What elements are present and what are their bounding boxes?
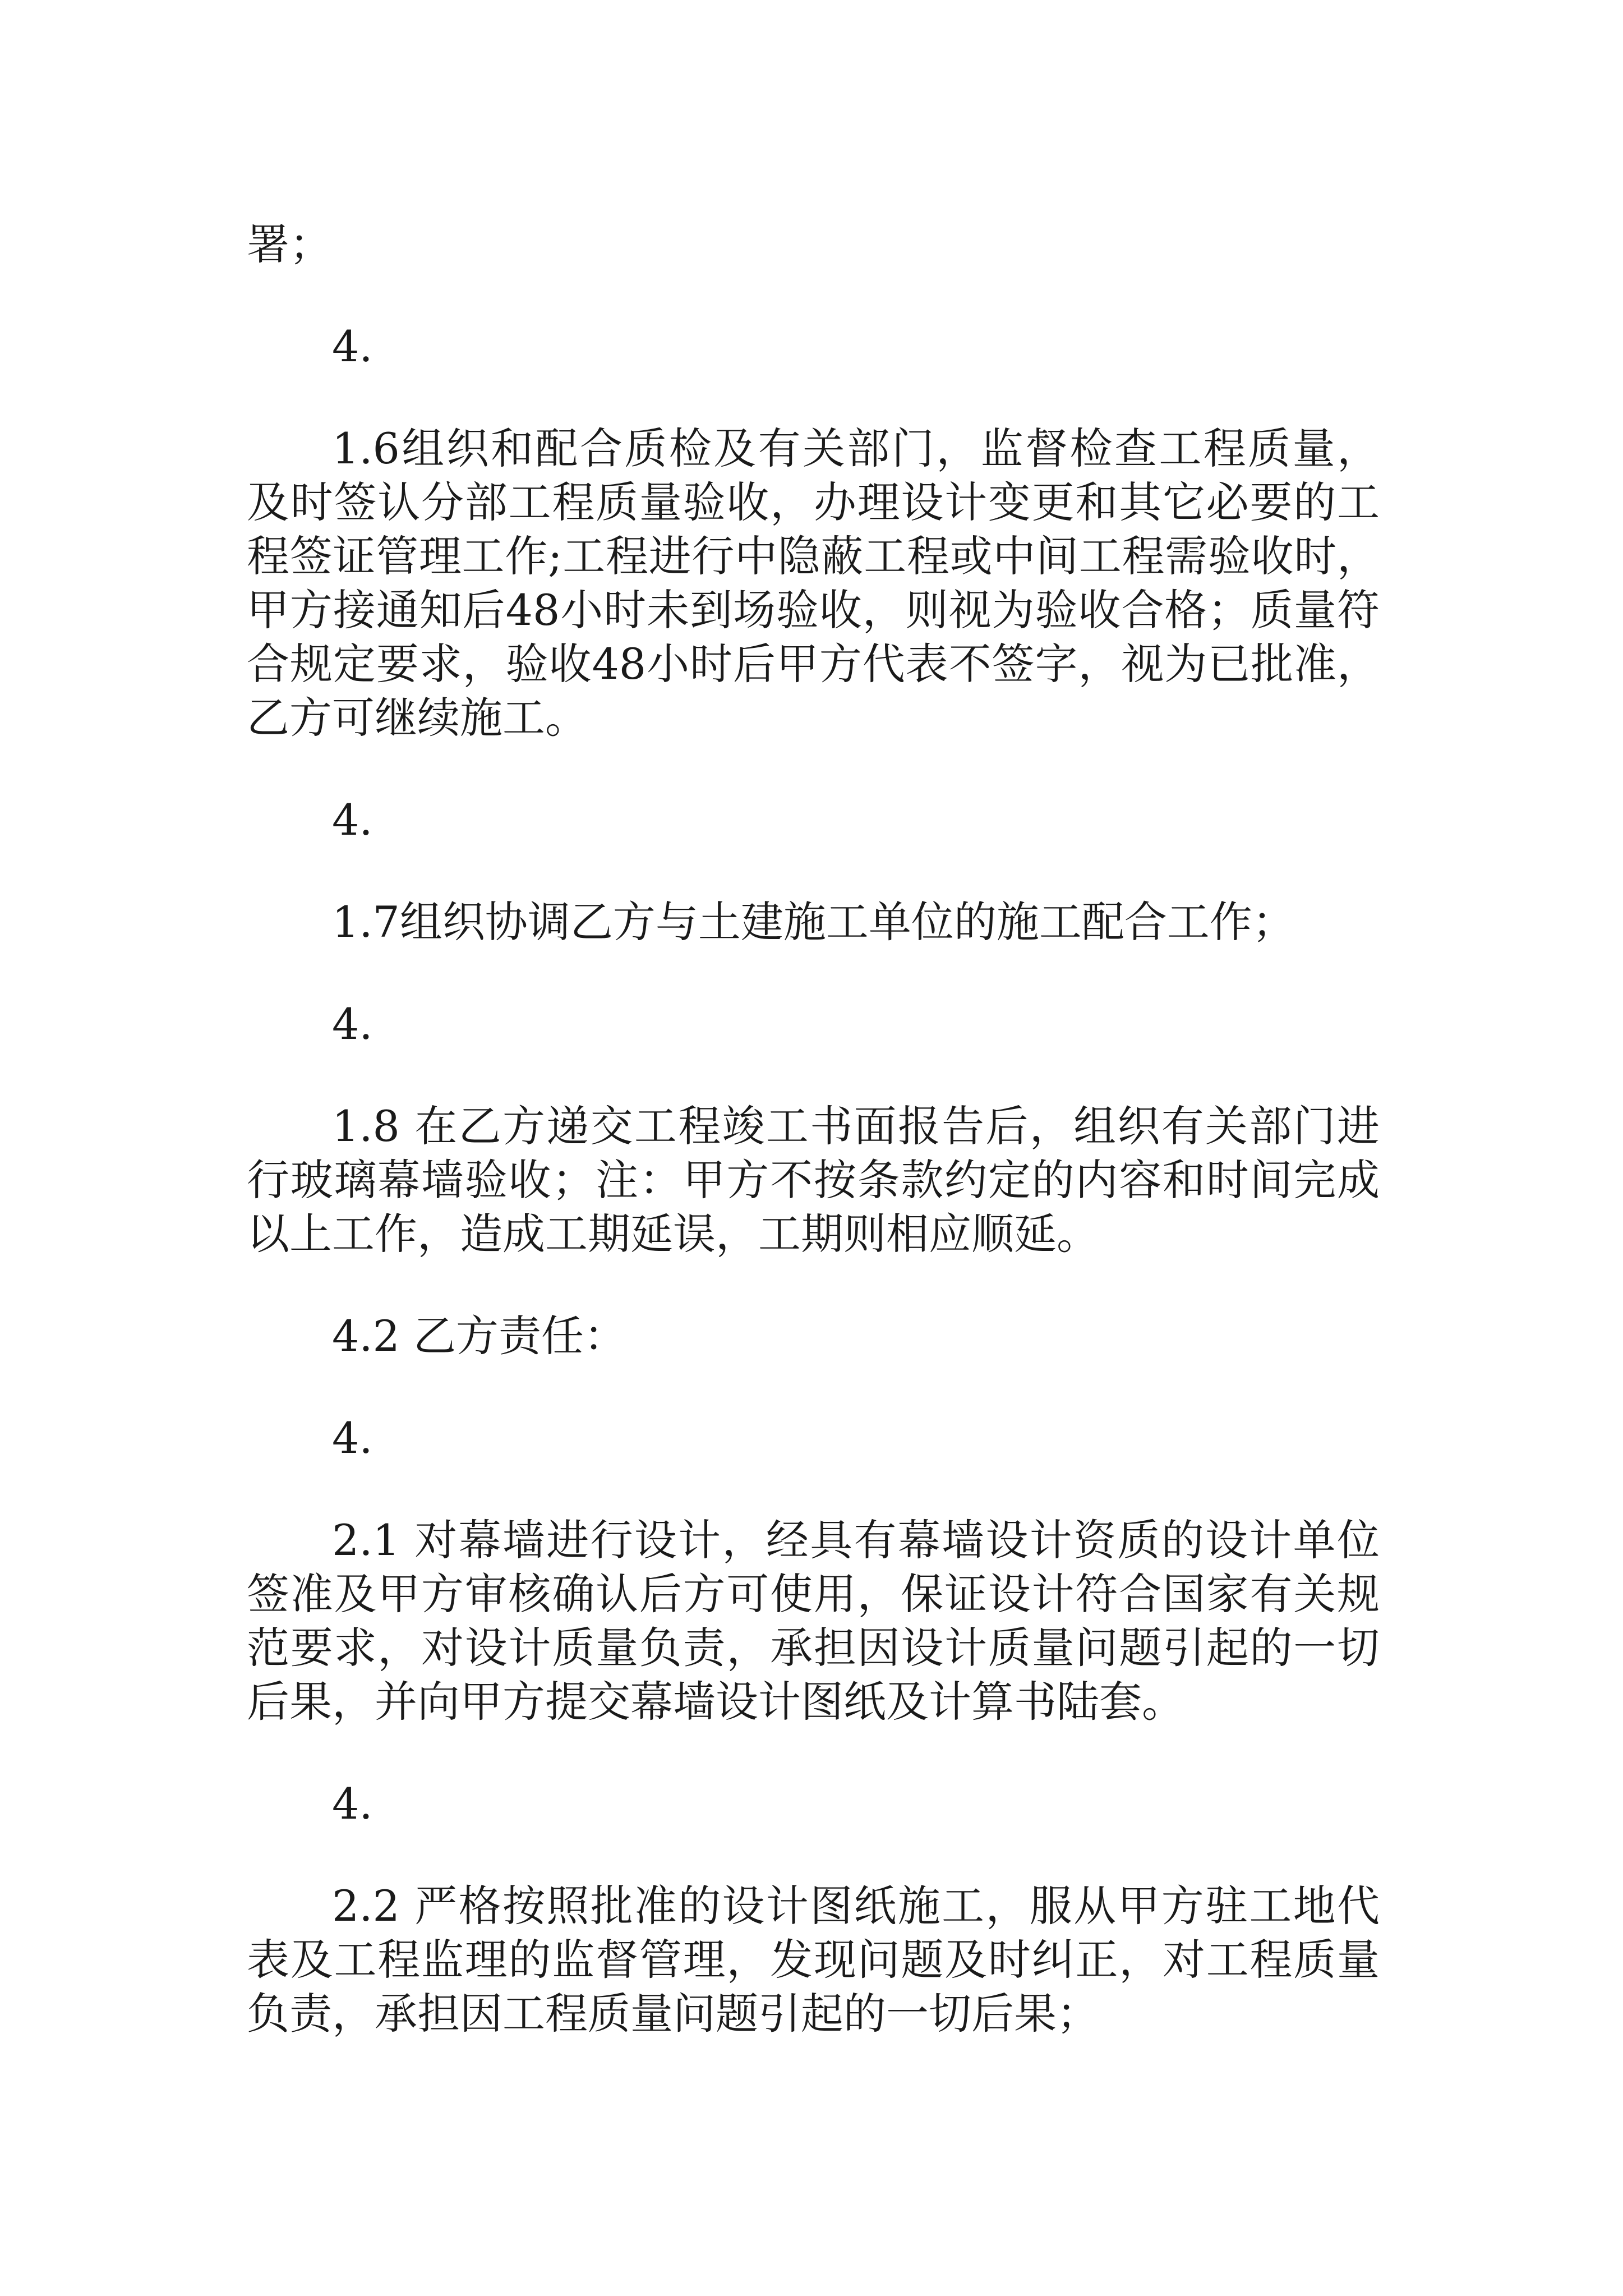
paragraph-8: 4. (332, 1413, 373, 1463)
paragraph-2: 1.6组织和配合质检及有关部门，监督检查工程质量，及时签认分部工程质量验收，办理设计变更和其它必要的工程签证管理工作;工程进行中隐蔽工程或中间工程需验收时，甲方接通知后48小时未到场验收，则视为验收合格；质量符合规定要求，验收48小时后甲方代表不签字，视为已批准，乙方可继续施工。 (247, 424, 1380, 743)
paragraph-5: 4. (332, 999, 373, 1049)
paragraph-6: 1.8 在乙方递交工程竣工书面报告后，组织有关部门进行玻璃幕墙验收；注：甲方不按条款约定的内容和时间完成以上工作，造成工期延误，工期则相应顺延。 (247, 1101, 1380, 1259)
paragraph-3: 4. (332, 795, 373, 845)
paragraph-0: 署； (247, 219, 332, 269)
paragraph-9: 2.1 对幕墙进行设计，经具有幕墙设计资质的设计单位签准及甲方审核确认后方可使用，保证设计符合国家有关规范要求，对设计质量负责，承担因设计质量问题引起的一切后果，并向甲方提交幕墙设计图纸及计算书陆套。 (247, 1515, 1380, 1727)
paragraph-4: 1.7组织协调乙方与土建施工单位的施工配合工作； (332, 897, 1295, 947)
paragraph-7: 4.2 乙方责任： (332, 1311, 627, 1361)
paragraph-1: 4. (332, 321, 373, 371)
paragraph-10: 4. (332, 1779, 373, 1829)
document-body (247, 218, 1380, 2041)
paragraph-11: 2.2 严格按照批准的设计图纸施工，服从甲方驻工地代表及工程监理的监督管理，发现问题及时纠正，对工程质量负责，承担因工程质量问题引起的一切后果； (247, 1881, 1380, 2039)
